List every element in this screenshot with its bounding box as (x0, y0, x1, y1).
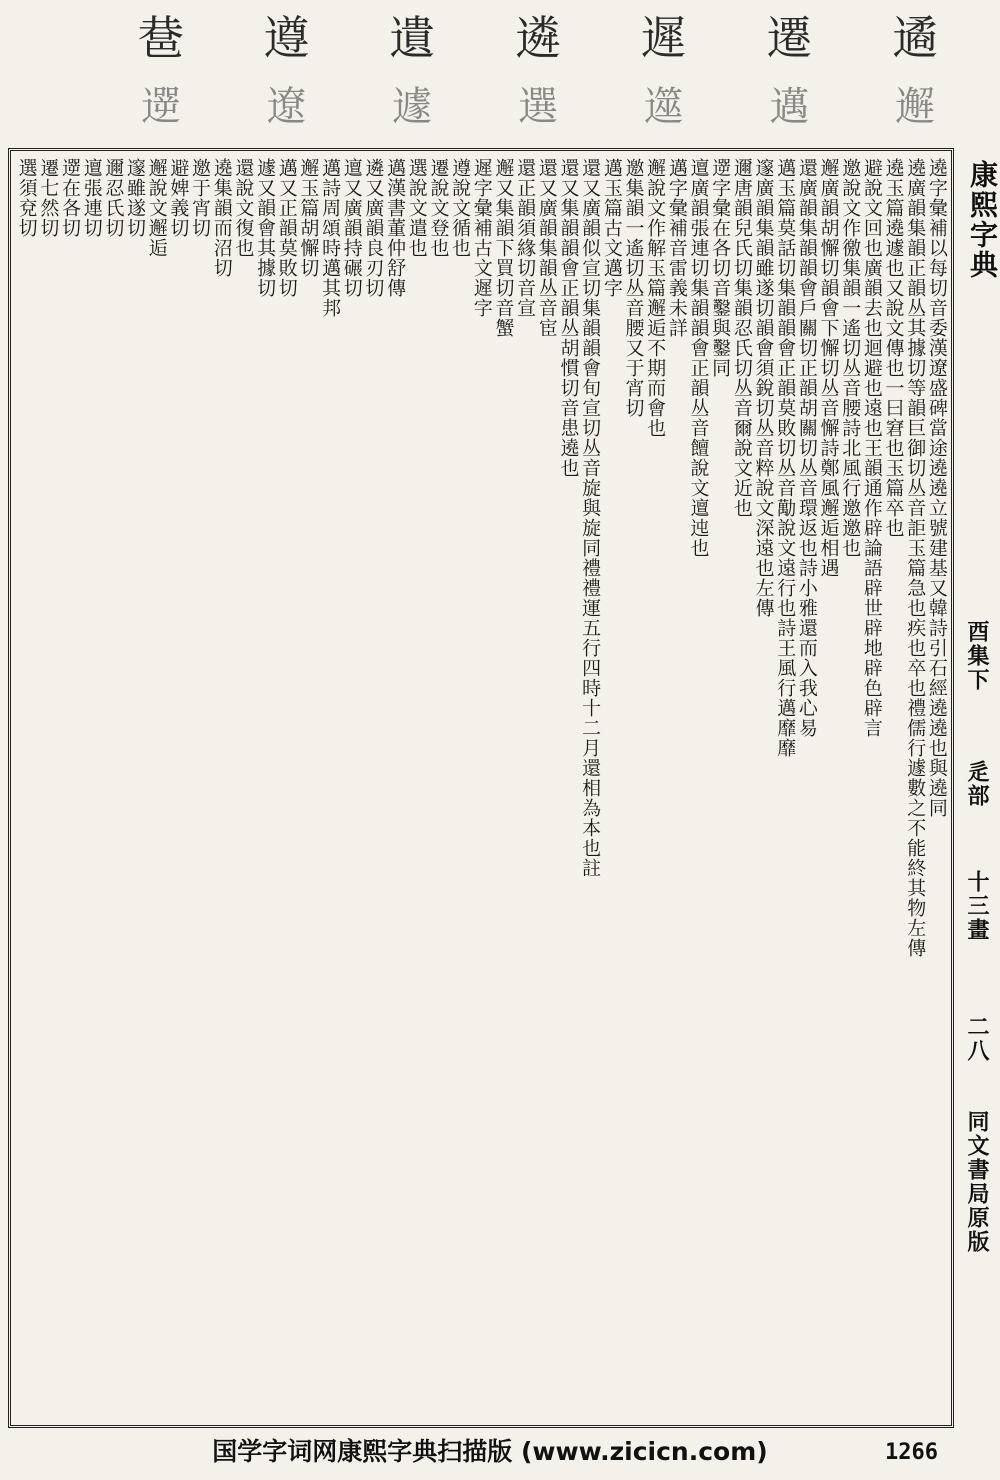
text-column: 遻在各切 (59, 158, 82, 238)
text-column: 邃廣韻集韻雖遂切韻會須銳切丛音粹說文深遠也左傳 (752, 158, 775, 618)
seal-glyph: 邁 (769, 84, 814, 130)
text-column: 邀說文作徼集韻一遙切丛音腰詩北風行邀邀也 (839, 158, 862, 558)
seal-glyph: 遲 (640, 11, 691, 65)
seal-glyph: 遽 (392, 84, 437, 130)
text-column: 邅張連切 (81, 158, 103, 238)
text-column: 還又廣韻集韻丛音宦 (536, 158, 558, 338)
text-column: 遴又廣韻良刃切 (362, 158, 385, 298)
text-column: 遷七然切 (37, 158, 60, 238)
text-column: 邇唐韻兒氏切集韻忍氏切丛音爾說文近也 (731, 158, 753, 518)
text-column: 邁漢書董仲舒傳 (384, 158, 407, 298)
radical-label: 辵部 (964, 760, 990, 808)
text-column: 邁字彙補音雷義未詳 (666, 158, 688, 338)
text-column: 遽又韻會其據切 (254, 158, 277, 298)
book-title: 康熙字典 (966, 160, 999, 280)
seal-glyph: 䢽 (137, 11, 188, 65)
text-column: 還又集韻韻會正韻丛胡慣切音患遶也 (557, 158, 580, 478)
text-column: 選說文遣也 (406, 158, 428, 258)
seal-script-header (100, 0, 980, 148)
text-column: 避說文回也廣韻去也迴避也遠也王韻通作辟論語辟世辟地辟色辟言 (861, 158, 883, 738)
text-column: 邁詩周頌時邁其邦 (319, 158, 342, 318)
text-column: 遶玉篇遶遽也又說文傳也一曰窘也玉篇卒也 (882, 158, 905, 538)
seal-glyph: 遹 (892, 11, 943, 65)
seal-glyph: 遷 (766, 11, 817, 65)
text-column: 邁玉篇莫話切集韻韻會正韻莫敗切丛音勱說文遠行也詩王風行邁靡靡 (774, 158, 797, 758)
text-column: 邃雖遂切 (124, 158, 147, 238)
seal-row-bottom (100, 74, 980, 140)
text-column: 遶字彙補以每切音委漢遼盛碑當途遶遶立號建基又韓詩引石經遶遶也與遶同 (926, 158, 948, 818)
text-column: 還又廣韻似宣切集韻韻會旬宣切丛音旋與旋同禮禮運五行四時十二月還相為本也註 (579, 158, 602, 878)
text-column: 避婢義切 (167, 158, 190, 238)
text-column: 遲字彙補古文遲字 (471, 158, 493, 318)
seal-glyph: 遻 (140, 84, 185, 130)
text-column: 邂又集韻下買切音蟹 (492, 158, 515, 338)
text-column: 邇忍氏切 (102, 158, 125, 238)
text-column: 邂玉篇胡懈切 (297, 158, 320, 278)
seal-row-top (100, 6, 980, 70)
text-column: 還說文復也 (232, 158, 255, 258)
text-column: 遷說文登也 (427, 158, 450, 258)
text-column: 遶集韻而沼切 (211, 158, 233, 278)
stroke-count-label: 十三畫 (964, 870, 990, 942)
text-column: 遵說文循也 (449, 158, 472, 258)
text-column: 邁玉篇古文邁字 (601, 158, 623, 298)
publisher-label: 同文書局原版 (964, 1110, 990, 1254)
footer-source: 国学字词网康熙字典扫描版 (www.zicicn.com) (212, 1437, 768, 1466)
text-column: 邅廣韻張連切集韻韻會正韻丛音饘說文邅迍也 (687, 158, 710, 558)
text-column: 選須兗切 (16, 158, 38, 238)
text-column: 還正韻須緣切音宣 (514, 158, 537, 318)
text-column: 邁又正韻莫敗切 (276, 158, 298, 298)
text-column: 邂說文邂逅 (146, 158, 168, 258)
text-column: 邀于宵切 (189, 158, 212, 238)
seal-glyph: 遵 (263, 11, 314, 65)
dictionary-text-columns (16, 158, 948, 1420)
text-column: 邅又廣韻持碾切 (341, 158, 363, 298)
volume-label: 酉集下 (964, 620, 990, 692)
seal-glyph: 遺 (389, 11, 440, 65)
page-label: 二八 (964, 1015, 990, 1063)
text-column: 遶廣韻集韻正韻丛其據切等韻巨御切丛音詎玉篇急也疾也卒也禮儒行遽數之不能終其物左傳 (904, 158, 927, 958)
text-column: 邂說文作解玉篇邂逅不期而會也 (644, 158, 667, 438)
seal-glyph: 遾 (643, 84, 688, 130)
page-number: 1266 (885, 1440, 938, 1465)
seal-glyph: 遼 (266, 84, 311, 130)
text-column: 還廣韻集韻韻會戶關切正韻胡關切丛音環返也詩小雅還而入我心易 (796, 158, 818, 738)
text-column: 邀集韻一遙切丛音腰又于宵切 (622, 158, 645, 418)
text-column: 遻字彙在各切音鑿與鑿同 (709, 158, 732, 378)
text-column: 邂廣韻胡懈切韻會下懈切丛音懈詩鄭風邂逅相遇 (817, 158, 840, 578)
seal-glyph: 邂 (895, 84, 940, 130)
seal-glyph: 選 (517, 84, 562, 130)
seal-glyph: 遴 (514, 11, 565, 65)
running-head (958, 150, 998, 1426)
